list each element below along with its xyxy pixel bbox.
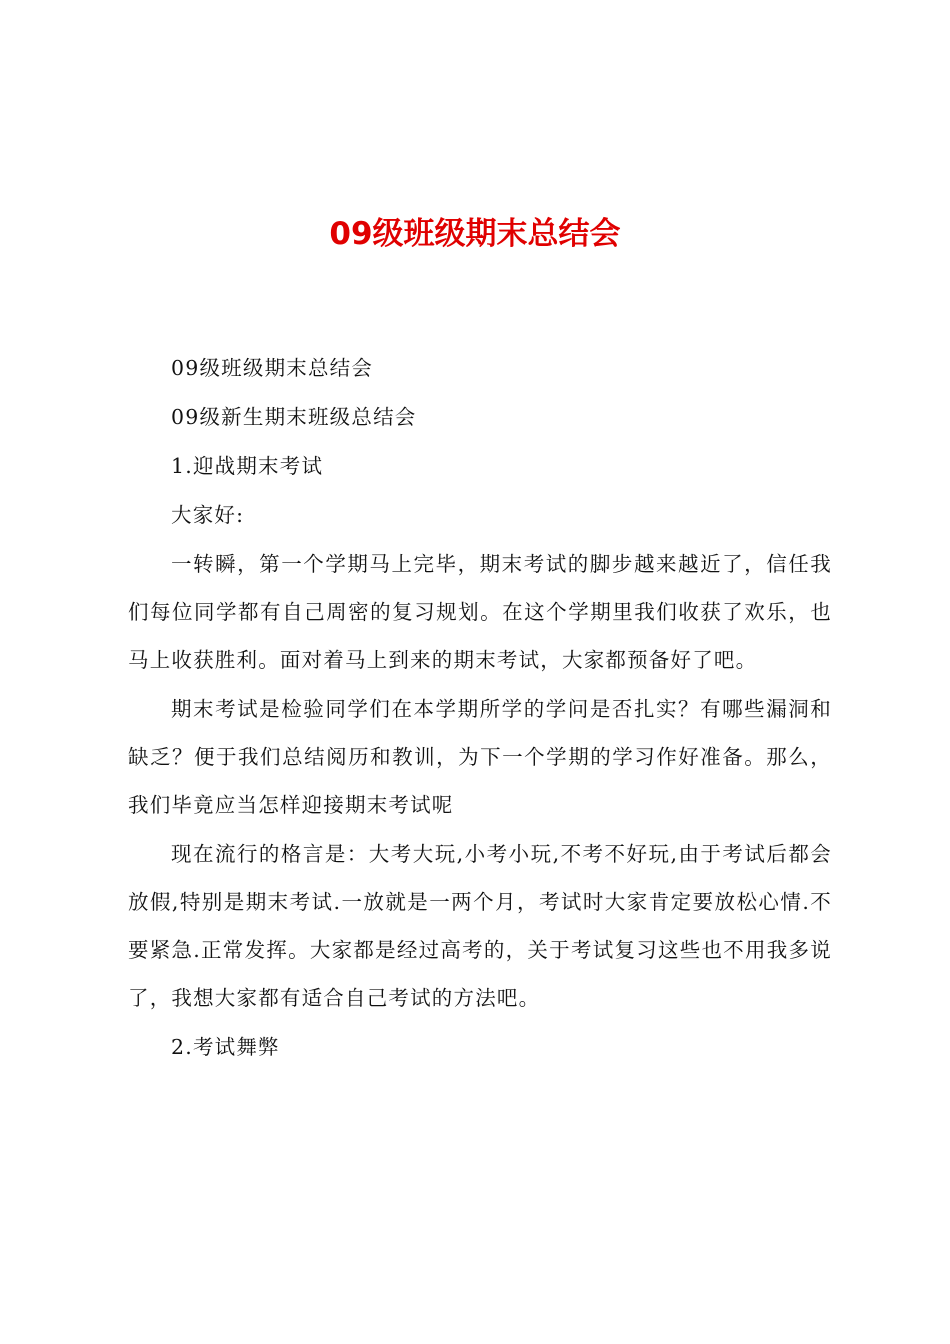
- paragraph-body: 期末考试是检验同学们在本学期所学的学问是否扎实？有哪些漏洞和缺乏？便于我们总结阅历和教训，为下一个学期的学习作好准备。那么，我们毕竟应当怎样迎接期末考试呢: [128, 697, 832, 817]
- paragraph-subtitle: 09级班级期末总结会: [171, 356, 374, 380]
- paragraph-body: 现在流行的格言是：大考大玩,小考小玩,不考不好玩,由于考试后都会放假,特别是期末考试.一放就是一两个月，考试时大家肯定要放松心情.不要紧急.正常发挥。大家都是经过高考的，关于考试复习这些也不用我多说了，我想大家都有适合自己考试的方法吧。: [128, 842, 832, 1010]
- paragraph-greeting: 大家好:: [171, 503, 245, 527]
- paragraph-body: 一转瞬，第一个学期马上完毕，期末考试的脚步越来越近了，信任我们每位同学都有自己周密的复习规划。在这个学期里我们收获了欢乐，也马上收获胜利。面对着马上到来的期末考试，大家都预备好了吧。: [128, 552, 832, 672]
- paragraph-event-name: 09级新生期末班级总结会: [171, 405, 417, 429]
- document-body: [128, 344, 832, 1072]
- section-heading-1: 1.迎战期末考试: [171, 454, 324, 478]
- document-title: 09级班级期末总结会: [329, 216, 621, 252]
- section-heading-2: 2.考试舞弊: [171, 1035, 280, 1059]
